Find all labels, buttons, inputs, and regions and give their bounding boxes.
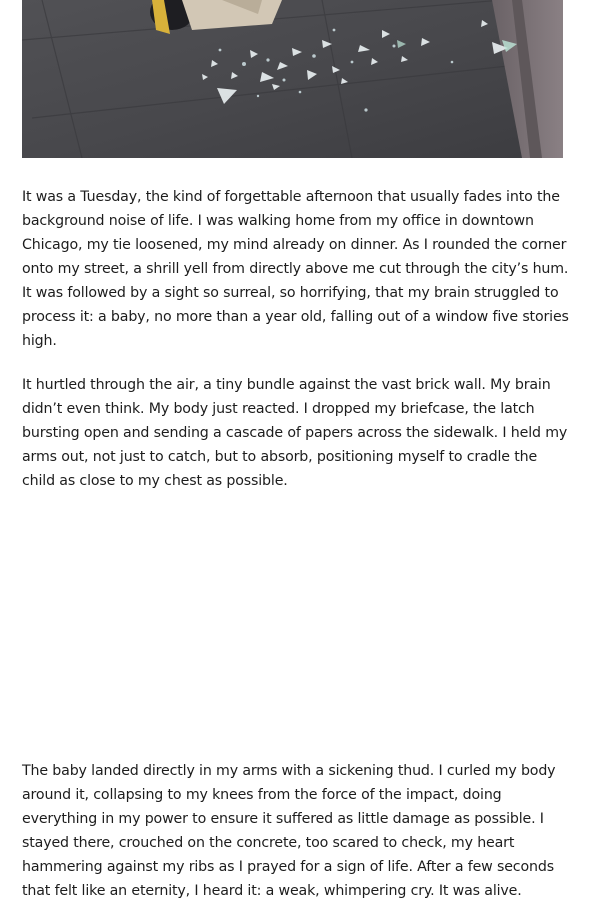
article-paragraph: It hurtled through the air, a tiny bundle against the vast brick wall. My brain didn’t even think. My body just reacted. I dropped my briefcase, the latch bursting open and sending a cascade of papers across the sidewalk. I held my arms out, not just to catch, but to absorb, positioning myself to cradle the child as close to my chest as possible.: [22, 377, 568, 489]
sidewalk-broken-glass-photo: [22, 0, 563, 158]
article-paragraph: It was a Tuesday, the kind of forgettable afternoon that usually fades into the background noise of life. I was walking home from my office in downtown Chicago, my tie loosened, my mind already on dinner. As I rounded the corner onto my street, a shrill yell from directly above me cut through the city’s hum. It was followed by a sight so surreal, so horrifying, that my brain struggled to process it: a baby, no more than a year old, falling out of a window five stories high.: [22, 189, 569, 349]
article-paragraph: The baby landed directly in my arms with a sickening thud. I curled my body around it, collapsing to my knees from the force of the impact, doing everything in my power to ensure it suffered as little damage as possible. I stayed there, crouched on the concrete, too scared to check, my heart hammering against my ribs as I prayed for a sign of life. After a few seconds that felt like an eternity, I heard it: a weak, whimpering cry. It was alive.: [22, 763, 556, 899]
article-hero-image: [22, 0, 563, 158]
blank-ad-space: [22, 505, 563, 745]
